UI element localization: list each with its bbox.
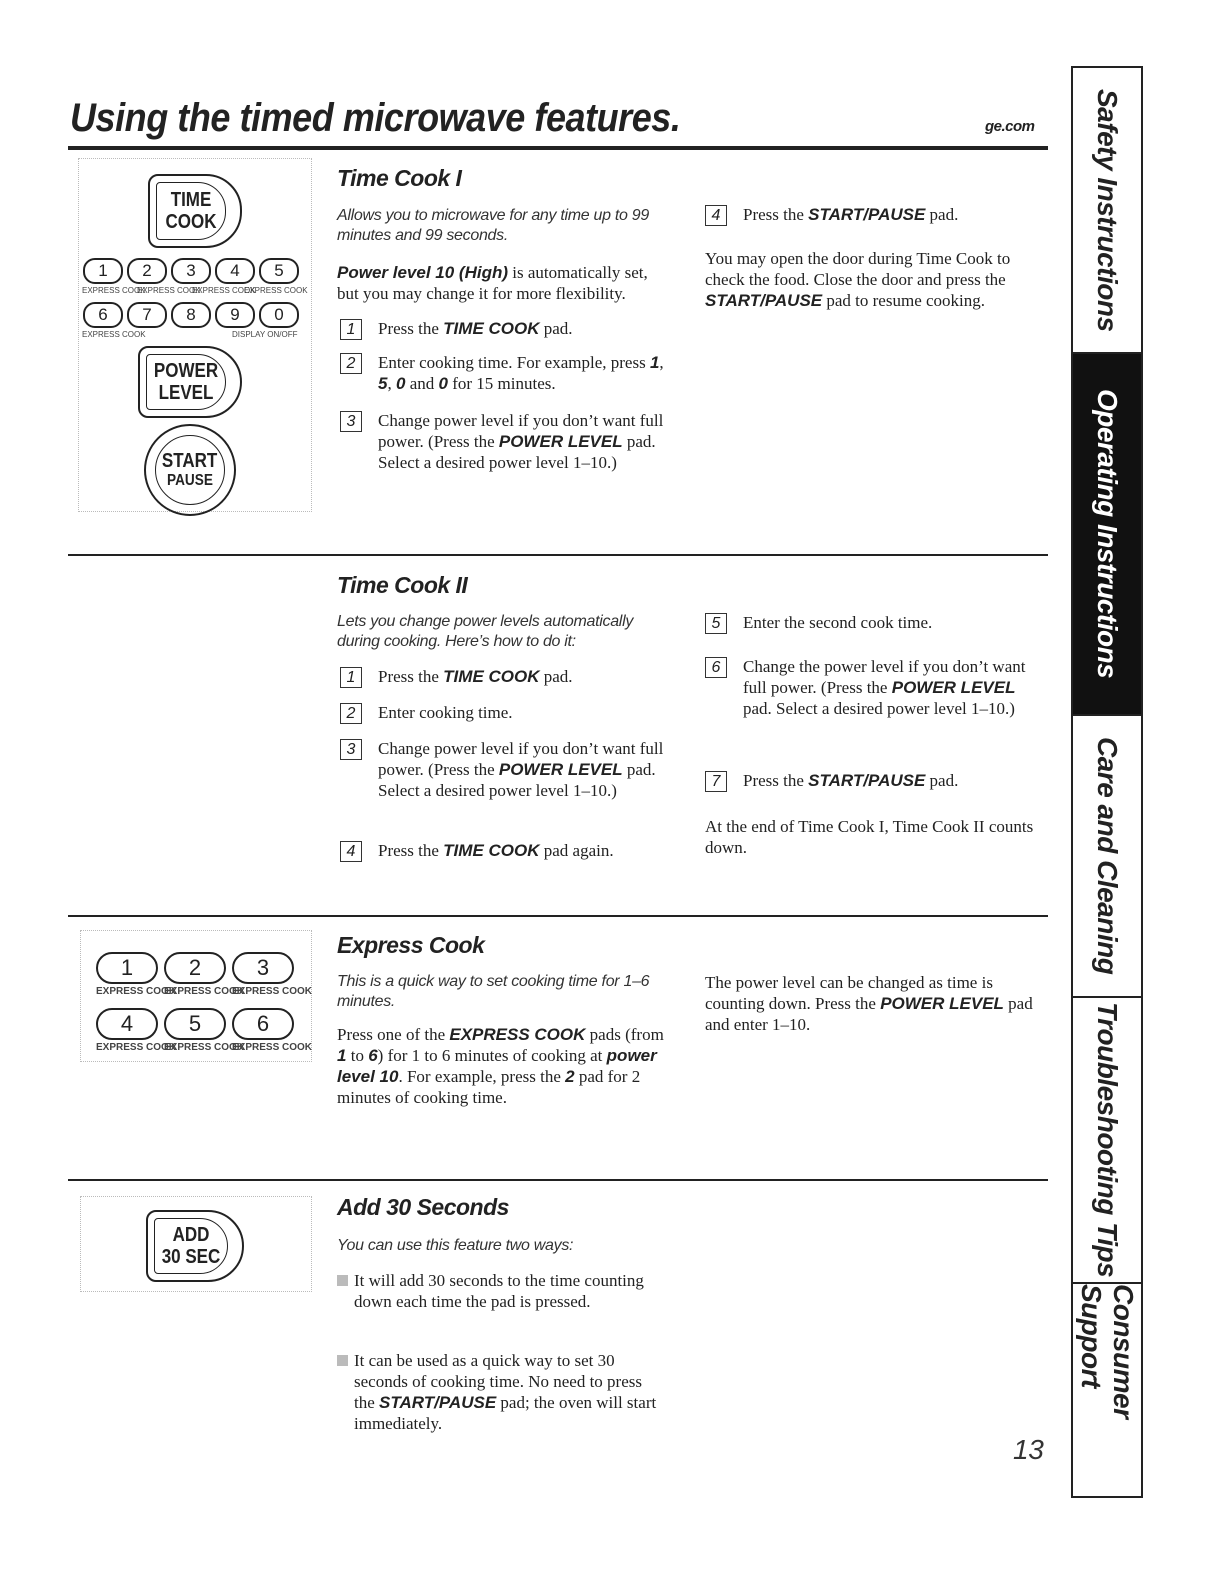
time-cook-1-intro: Allows you to microwave for any time up to 99 minutes and 99 seconds. — [337, 207, 649, 244]
express-key: 4 — [96, 1008, 158, 1040]
number-key: 0 — [259, 302, 299, 328]
section-divider — [68, 915, 1048, 917]
express-cook-caption: EXPRESS COOK — [137, 286, 201, 295]
step-number: 2 — [340, 353, 362, 374]
section-divider — [68, 554, 1048, 556]
express-cook-caption: EXPRESS COOK — [164, 1042, 245, 1053]
express-key: 2 — [164, 952, 226, 984]
express-cook-caption: EXPRESS COOK — [82, 286, 146, 295]
number-key: 9 — [215, 302, 255, 328]
express-cook-caption: EXPRESS COOK — [82, 330, 146, 339]
step-number: 4 — [340, 841, 362, 862]
express-cook-paragraph: Press one of the EXPRESS COOK pads (from 1 to 6) for 1 to 6 minutes of cooking at power level 10. For example, press the 2 pad for 2 minutes of cooking time. — [337, 1025, 664, 1107]
express-cook-caption: EXPRESS COOK — [192, 286, 256, 295]
time-cook-button: TIME COOK — [148, 174, 242, 248]
step: 2 Enter cooking time. — [340, 702, 668, 724]
number-key: 6 — [83, 302, 123, 328]
step-number: 3 — [340, 411, 362, 432]
bullet-icon — [337, 1275, 348, 1286]
page-number: 13 — [1013, 1434, 1044, 1465]
tab-safety-instructions[interactable]: Safety Instructions — [1073, 68, 1141, 354]
step-number: 7 — [705, 771, 727, 792]
step-number: 3 — [340, 739, 362, 760]
sidebar-nav — [1071, 66, 1143, 1498]
step-number: 1 — [340, 667, 362, 688]
express-cook-power-note: The power level can be changed as time is counting down. Press the POWER LEVEL pad and enter 1–10. — [705, 973, 1033, 1034]
express-cook-intro: This is a quick way to set cooking time for 1–6 minutes. — [337, 973, 650, 1010]
tab-care-and-cleaning[interactable]: Care and Cleaning — [1073, 716, 1141, 998]
list-item: It can be used as a quick way to set 30 seconds of cooking time. No need to press the START/PAUSE pad; the oven will start immediately. — [337, 1350, 657, 1434]
number-key: 7 — [127, 302, 167, 328]
express-cook-caption: EXPRESS COOK — [244, 286, 308, 295]
list-item: It will add 30 seconds to the time counting down each time the pad is pressed. — [337, 1270, 657, 1312]
time-cook-1-door-note: You may open the door during Time Cook to check the food. Close the door and press the START/PAUSE pad to resume cooking. — [705, 249, 1011, 310]
tab-troubleshooting-tips[interactable]: Troubleshooting Tips — [1073, 998, 1141, 1284]
step: 4 Press the START/PAUSE pad. — [705, 204, 1033, 226]
express-key: 5 — [164, 1008, 226, 1040]
time-cook-2-intro: Lets you change power levels automatically during cooking. Here’s how to do it: — [337, 613, 634, 650]
display-on-off-caption: DISPLAY ON/OFF — [232, 330, 298, 339]
step: 1 Press the TIME COOK pad. — [340, 666, 668, 688]
number-key: 4 — [215, 258, 255, 284]
start-pause-button: START PAUSE — [144, 424, 236, 516]
site-link[interactable]: ge.com — [985, 118, 1035, 135]
section-title-express-cook: Express Cook — [337, 932, 485, 958]
number-key: 1 — [83, 258, 123, 284]
power-level-button: POWER LEVEL — [138, 346, 242, 418]
express-cook-caption: EXPRESS COOK — [96, 1042, 177, 1053]
step-number: 5 — [705, 613, 727, 634]
number-key: 3 — [171, 258, 211, 284]
express-cook-caption: EXPRESS COOK — [96, 986, 177, 997]
express-key: 6 — [232, 1008, 294, 1040]
express-cook-caption: EXPRESS COOK — [164, 986, 245, 997]
express-cook-caption: EXPRESS COOK — [232, 986, 313, 997]
number-key: 2 — [127, 258, 167, 284]
express-key: 3 — [232, 952, 294, 984]
step: 3 Change power level if you don’t want full power. (Press the POWER LEVEL pad. Select a desired power level 1–10.) — [340, 410, 668, 473]
step: 2 Enter cooking time. For example, press 1, 5, 0 and 0 for 15 minutes. — [340, 352, 668, 394]
step-number: 4 — [705, 205, 727, 226]
section-divider — [68, 1179, 1048, 1181]
express-cook-caption: EXPRESS COOK — [232, 1042, 313, 1053]
step: 4 Press the TIME COOK pad again. — [340, 840, 668, 862]
page-title: Using the timed microwave features. — [70, 96, 681, 140]
section-title-add-30-seconds: Add 30 Seconds — [337, 1194, 509, 1220]
time-cook-2-note: At the end of Time Cook I, Time Cook II counts down. — [705, 817, 1034, 857]
step-number: 6 — [705, 657, 727, 678]
step: 3 Change power level if you don’t want full power. (Press the POWER LEVEL pad. Select a desired power level 1–10.) — [340, 738, 668, 801]
step-number: 1 — [340, 319, 362, 340]
section-title-time-cook-1: Time Cook I — [337, 165, 462, 191]
tab-operating-instructions[interactable]: Operating Instructions — [1073, 354, 1141, 716]
header-rule — [68, 146, 1048, 150]
add-30-sec-button: ADD 30 SEC — [146, 1210, 244, 1282]
time-cook-1-paragraph: Power level 10 (High) is automatically set, but you may change it for more flexibility. — [337, 263, 648, 303]
section-title-time-cook-2: Time Cook II — [337, 572, 468, 598]
step: 1 Press the TIME COOK pad. — [340, 318, 668, 340]
number-key: 8 — [171, 302, 211, 328]
add-30-intro: You can use this feature two ways: — [337, 1237, 574, 1254]
tab-consumer-support[interactable]: Consumer Support — [1076, 1284, 1139, 1419]
step: 6 Change the power level if you don’t want full power. (Press the POWER LEVEL pad. Select a desired power level 1–10.) — [705, 656, 1033, 719]
bullet-icon — [337, 1355, 348, 1366]
step-number: 2 — [340, 703, 362, 724]
step: 7 Press the START/PAUSE pad. — [705, 770, 1033, 792]
express-key: 1 — [96, 952, 158, 984]
number-key: 5 — [259, 258, 299, 284]
step: 5 Enter the second cook time. — [705, 612, 1033, 634]
